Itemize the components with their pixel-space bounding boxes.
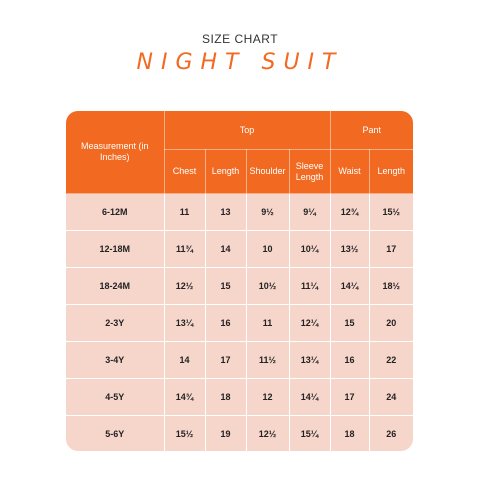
table-cell: 18 — [330, 416, 369, 452]
table-cell: 11 — [164, 194, 205, 231]
table-cell: 13 — [205, 194, 246, 231]
size-label: 3-4Y — [66, 342, 164, 379]
table-cell: 26 — [386, 429, 397, 439]
table-cell: 9¼ — [289, 194, 330, 231]
table-cell: 11 — [246, 305, 289, 342]
page-title: SIZE CHART — [201, 32, 279, 46]
table-cell: 12¼ — [289, 305, 330, 342]
group-header-top: Top — [164, 111, 330, 150]
column-header-sleeve-length: Sleeve Length — [289, 150, 330, 194]
table-cell: 18½ — [369, 268, 413, 305]
table-cell: 11¼ — [289, 268, 330, 305]
table-cell: 16 — [205, 305, 246, 342]
product-title: NIGHT SUIT — [136, 50, 344, 75]
size-label: 5-6Y — [66, 416, 164, 452]
table-cell: 14 — [205, 231, 246, 268]
size-label: 6-12M — [66, 194, 164, 231]
table-cell: 13¼ — [289, 342, 330, 379]
table-cell: 20 — [369, 305, 413, 342]
table-cell: 15 — [205, 268, 246, 305]
table-row — [66, 305, 413, 342]
table-cell: 11¾ — [164, 231, 205, 268]
table-cell: 10 — [246, 231, 289, 268]
table-cell: 10½ — [246, 268, 289, 305]
table-row — [66, 416, 413, 452]
table-cell: 17 — [205, 342, 246, 379]
size-label: 2-3Y — [66, 305, 164, 342]
column-header-shoulder: Shoulder — [246, 150, 289, 194]
table-cell: 16 — [330, 342, 369, 379]
column-header-top-length: Length — [205, 150, 246, 194]
table-cell: 17 — [369, 231, 413, 268]
size-table — [66, 111, 413, 451]
column-header-waist: Waist — [330, 150, 369, 194]
table-cell: 11½ — [246, 342, 289, 379]
table-row — [66, 231, 413, 268]
table-cell: 12½ — [246, 416, 289, 452]
table-cell: 18 — [205, 379, 246, 416]
table-row — [66, 268, 413, 305]
table-cell: 19 — [205, 416, 246, 452]
size-label: 12-18M — [66, 231, 164, 268]
table-cell: 14¼ — [330, 268, 369, 305]
table-cell: 10¼ — [289, 231, 330, 268]
table-cell: 14¼ — [289, 379, 330, 416]
table-cell: 12 — [246, 379, 289, 416]
table-cell: 9½ — [246, 194, 289, 231]
table-cell: 22 — [369, 342, 413, 379]
table-cell: 15 — [330, 305, 369, 342]
table-cell: 15½ — [164, 416, 205, 452]
size-label: 4-5Y — [66, 379, 164, 416]
table-cell: 12½ — [164, 268, 205, 305]
table-cell: 14 — [164, 342, 205, 379]
table-row — [66, 379, 413, 416]
column-header-chest: Chest — [164, 150, 205, 194]
table-cell: 17 — [330, 379, 369, 416]
table-cell: 15½ — [369, 194, 413, 231]
table-cell: 12¾ — [330, 194, 369, 231]
measurement-header: Measurement (in Inches) — [66, 111, 164, 194]
column-header-pant-length: Length — [369, 150, 413, 194]
table-row — [66, 342, 413, 379]
table-cell: 15¼ — [289, 416, 330, 452]
size-label: 18-24M — [66, 268, 164, 305]
table-cell: 24 — [369, 379, 413, 416]
table-cell: 13½ — [330, 231, 369, 268]
table-row — [66, 194, 413, 231]
size-chart-table — [66, 111, 413, 451]
group-header-pant: Pant — [330, 111, 413, 150]
table-cell: 13¼ — [164, 305, 205, 342]
table-cell: 14¾ — [164, 379, 205, 416]
